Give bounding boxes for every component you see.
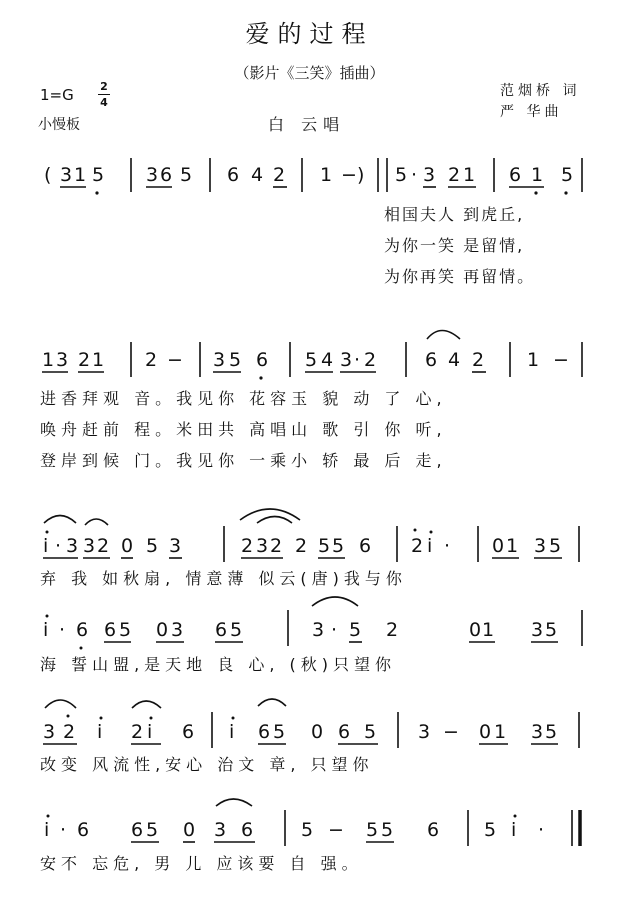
svg-text:5: 5 xyxy=(305,349,318,371)
svg-text:5: 5 xyxy=(119,619,132,641)
lyric-system-1-verse-3: 为你再笑 再留情。 xyxy=(384,267,536,286)
svg-text:2: 2 xyxy=(472,349,485,371)
svg-text:5: 5 xyxy=(349,619,362,641)
time-signature-bottom: 4 xyxy=(100,96,108,109)
svg-text:6: 6 xyxy=(76,619,89,641)
svg-text:3: 3 xyxy=(531,619,544,641)
system-1-notation xyxy=(0,0,1,1)
svg-text:6: 6 xyxy=(258,721,271,743)
svg-text:2: 2 xyxy=(295,535,308,557)
svg-text:1: 1 xyxy=(320,164,333,186)
lyric-system-1-verse-1: 相国夫人 到虎丘, xyxy=(384,205,525,224)
svg-text:1: 1 xyxy=(494,721,507,743)
svg-text:(: ( xyxy=(44,164,52,186)
svg-text:i: i xyxy=(43,619,49,641)
svg-text:2: 2 xyxy=(145,349,158,371)
singer-credit: 白 云唱 xyxy=(268,115,346,134)
svg-text:2: 2 xyxy=(78,349,91,371)
system-2-dots xyxy=(259,376,262,379)
svg-text:1: 1 xyxy=(506,535,519,557)
svg-text:1: 1 xyxy=(92,349,105,371)
svg-text:3: 3 xyxy=(214,819,227,841)
svg-text:−: − xyxy=(341,164,357,186)
svg-text:3: 3 xyxy=(56,349,69,371)
svg-text:6: 6 xyxy=(215,619,228,641)
svg-text:2: 2 xyxy=(241,535,254,557)
svg-text:3: 3 xyxy=(66,535,79,557)
svg-text:·: · xyxy=(60,819,67,841)
svg-text:2: 2 xyxy=(411,535,424,557)
svg-text:−: − xyxy=(443,721,459,743)
svg-text:i: i xyxy=(44,819,50,841)
svg-text:3: 3 xyxy=(534,535,547,557)
lyric-system-2-verse-1: 进香拜观 音。我见你 花容玉 貌 动 了 心, xyxy=(40,389,447,408)
svg-text:2: 2 xyxy=(273,164,286,186)
svg-text:5: 5 xyxy=(484,819,497,841)
svg-text:3: 3 xyxy=(146,164,159,186)
svg-text:5: 5 xyxy=(230,619,243,641)
tempo-marking: 小慢板 xyxy=(38,117,80,133)
svg-text:1: 1 xyxy=(74,164,87,186)
svg-text:·: · xyxy=(411,164,418,186)
svg-text:1: 1 xyxy=(463,164,476,186)
svg-text:4: 4 xyxy=(448,349,461,371)
system-1-dots xyxy=(95,191,567,194)
svg-text:i: i xyxy=(427,535,433,557)
svg-text:0: 0 xyxy=(492,535,505,557)
svg-text:6: 6 xyxy=(182,721,195,743)
notation-text-summary xyxy=(0,0,1,1)
svg-text:·: · xyxy=(331,619,338,641)
lyric-system-1-verse-2: 为你一笑 是留情, xyxy=(384,236,525,255)
svg-text:i: i xyxy=(147,721,153,743)
svg-text:5: 5 xyxy=(273,721,286,743)
svg-text:3: 3 xyxy=(213,349,226,371)
svg-text:3: 3 xyxy=(171,619,184,641)
svg-text:5: 5 xyxy=(146,819,159,841)
svg-text:1: 1 xyxy=(42,349,55,371)
svg-text:3: 3 xyxy=(418,721,431,743)
svg-text:·: · xyxy=(444,535,451,557)
lyric-system-2-verse-2: 唤舟赶前 程。米田共 高唱山 歌 引 你 听, xyxy=(40,420,447,439)
svg-text:4: 4 xyxy=(321,349,334,371)
svg-text:−: − xyxy=(553,349,569,371)
svg-text:2: 2 xyxy=(448,164,461,186)
system-5-dots xyxy=(67,715,235,720)
svg-text:5: 5 xyxy=(301,819,314,841)
svg-text:): ) xyxy=(357,164,365,186)
composer-credit: 严 华曲 xyxy=(500,104,563,120)
system-6-notes xyxy=(44,819,544,841)
svg-text:6: 6 xyxy=(338,721,351,743)
svg-text:6: 6 xyxy=(160,164,173,186)
svg-text:5: 5 xyxy=(318,535,331,557)
svg-text:0: 0 xyxy=(469,619,482,641)
svg-text:i: i xyxy=(511,819,517,841)
svg-text:3: 3 xyxy=(423,164,436,186)
lyricist-credit: 范烟桥 词 xyxy=(500,83,581,99)
svg-text:3: 3 xyxy=(312,619,325,641)
svg-text:5: 5 xyxy=(180,164,193,186)
svg-text:1: 1 xyxy=(527,349,540,371)
svg-text:3: 3 xyxy=(256,535,269,557)
svg-text:3: 3 xyxy=(340,349,353,371)
svg-text:0: 0 xyxy=(121,535,134,557)
svg-text:−: − xyxy=(328,819,344,841)
svg-text:1: 1 xyxy=(482,619,495,641)
lyric-system-5: 改变 风流性,安心 治文 章, 只望你 xyxy=(40,755,374,774)
svg-text:3: 3 xyxy=(60,164,73,186)
svg-text:0: 0 xyxy=(156,619,169,641)
key-signature: 1=G xyxy=(40,86,74,104)
svg-text:5: 5 xyxy=(545,721,558,743)
svg-text:2: 2 xyxy=(97,535,110,557)
lyric-system-6: 安不 忘危, 男 儿 应该要 自 强。 xyxy=(40,854,363,873)
system-2-notes xyxy=(42,349,569,371)
svg-text:−: − xyxy=(167,349,183,371)
svg-text:6: 6 xyxy=(509,164,522,186)
system-3-notes xyxy=(43,535,561,557)
svg-text:5: 5 xyxy=(364,721,377,743)
lyric-system-4: 海 誓山盟,是天地 良 心, (秋)只望你 xyxy=(40,655,397,674)
svg-text:0: 0 xyxy=(183,819,196,841)
time-signature-top: 2 xyxy=(100,80,108,93)
song-title: 爱的过程 xyxy=(245,20,374,48)
lyric-system-3: 弃 我 如秋扇, 情意薄 似云(唐)我与你 xyxy=(40,569,407,588)
system-6-dots xyxy=(47,815,517,818)
system-4-notes xyxy=(43,619,557,641)
svg-text:·: · xyxy=(354,349,361,371)
svg-text:2: 2 xyxy=(63,721,76,743)
svg-text:·: · xyxy=(55,535,62,557)
svg-text:3: 3 xyxy=(531,721,544,743)
svg-text:5: 5 xyxy=(146,535,159,557)
svg-text:5: 5 xyxy=(561,164,574,186)
system-3-dots xyxy=(46,529,433,534)
svg-text:6: 6 xyxy=(427,819,440,841)
svg-text:6: 6 xyxy=(241,819,254,841)
svg-text:5: 5 xyxy=(549,535,562,557)
svg-text:2: 2 xyxy=(131,721,144,743)
svg-text:2: 2 xyxy=(386,619,399,641)
svg-text:3: 3 xyxy=(83,535,96,557)
svg-text:6: 6 xyxy=(359,535,372,557)
svg-text:·: · xyxy=(59,619,66,641)
svg-text:6: 6 xyxy=(425,349,438,371)
svg-text:6: 6 xyxy=(104,619,117,641)
svg-text:5: 5 xyxy=(381,819,394,841)
svg-text:5: 5 xyxy=(545,619,558,641)
svg-text:0: 0 xyxy=(311,721,324,743)
svg-text:6: 6 xyxy=(256,349,269,371)
svg-text:5: 5 xyxy=(395,164,408,186)
svg-text:5: 5 xyxy=(332,535,345,557)
svg-text:i: i xyxy=(229,721,235,743)
svg-text:6: 6 xyxy=(131,819,144,841)
svg-text:6: 6 xyxy=(227,164,240,186)
svg-text:i: i xyxy=(43,535,49,557)
svg-text:6: 6 xyxy=(77,819,90,841)
svg-text:5: 5 xyxy=(366,819,379,841)
svg-text:4: 4 xyxy=(251,164,264,186)
svg-text:i: i xyxy=(97,721,103,743)
svg-text:5: 5 xyxy=(229,349,242,371)
svg-text:3: 3 xyxy=(43,721,56,743)
svg-text:3: 3 xyxy=(169,535,182,557)
svg-text:0: 0 xyxy=(479,721,492,743)
system-5-notes xyxy=(43,721,557,743)
song-subtitle: （影片《三笑》插曲） xyxy=(234,64,385,82)
svg-text:2: 2 xyxy=(364,349,377,371)
svg-text:·: · xyxy=(538,819,545,841)
svg-text:2: 2 xyxy=(270,535,283,557)
svg-text:1: 1 xyxy=(531,164,544,186)
lyric-system-2-verse-3: 登岸到候 门。我见你 一乘小 轿 最 后 走, xyxy=(40,451,447,470)
svg-text:5: 5 xyxy=(92,164,105,186)
